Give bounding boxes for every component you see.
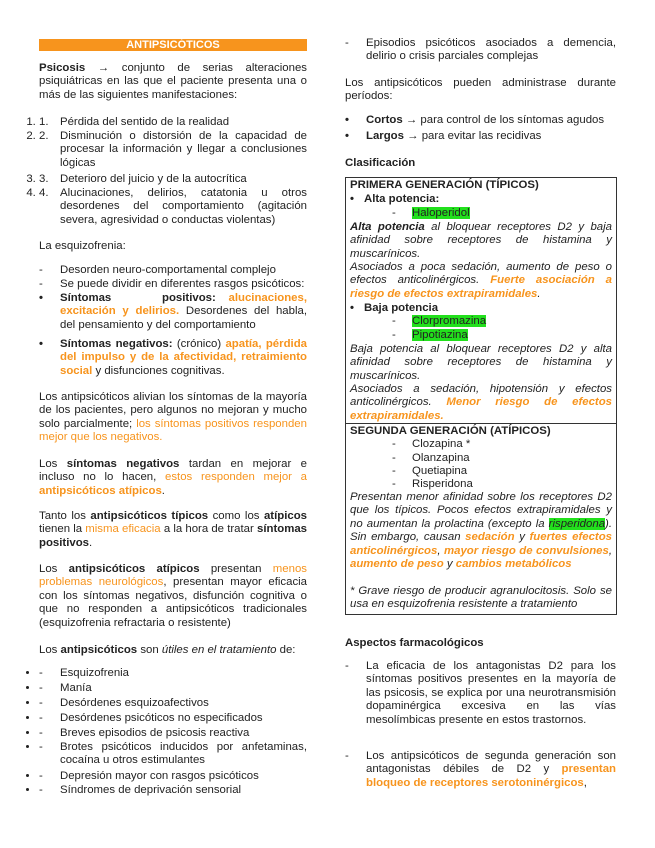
paragraph-alivio: Los antipsicóticos alivian los síntomas de la mayoría de los pacientes, pero algunos no mejoran y mucho solo parcialmente; los síntomas positivos responden mejor que los negativos. <box>39 391 307 444</box>
period-cortos: • Cortos → para control de los síntomas agudos <box>345 114 605 126</box>
first-generation-box <box>345 177 617 424</box>
sintomas-positivos: • Síntomas positivos: alucinaciones, excitación y delirios. Desordenes del habla, del pensamiento y del comportamiento <box>39 292 308 331</box>
list-item: • - Esquizofrenia <box>39 667 307 680</box>
list-item: - Episodios psicóticos asociados a demencia, delirio o crisis parciales complejas <box>345 37 616 63</box>
list-item: - Desorden neuro-comportamental complejo <box>39 264 276 276</box>
list-item: • - Desórdenes psicóticos no especificados <box>39 712 307 725</box>
list-item: • - Manía <box>39 682 307 695</box>
drug-item: - Olanzapina <box>392 452 470 464</box>
drug-item: - Quetiapina <box>392 465 468 477</box>
list-item: • - Brotes psicóticos inducidos por anfetaminas, cocaína u otros estimulantes <box>39 741 307 768</box>
list-item: 4. 4. Alucinaciones, delirios, catatonia u otros desordenes del comportamiento (agitación severa, agresividad o conductas violentas) <box>39 187 307 227</box>
alta-potencia-label: • Alta potencia: <box>350 193 440 205</box>
baja-potencia-assoc: Asociados a sedación, hipotensión y efectos anticolinérgicos. Menor riesgo de efectos extrapiramidales. <box>350 383 612 422</box>
page-title: ANTIPSICÓTICOS <box>39 39 307 51</box>
pharma-heading: Aspectos farmacológicos <box>345 637 484 649</box>
esquizofrenia-intro: La esquizofrenia: <box>39 240 126 252</box>
list-item: • - Síndromes de deprivación sensorial <box>39 784 307 797</box>
drug-item: - Pipotiazina <box>392 329 468 341</box>
clozapina-note: * Grave riesgo de producir agranulocitosis. Solo se usa en esquizofrenia resistente a tratamiento <box>350 585 612 611</box>
second-generation-title: SEGUNDA GENERACIÓN (ATÍPICOS) <box>350 425 551 437</box>
alta-potencia-text: Alta potencia al bloquear receptores D2 y baja afinidad sobre receptores de histamina y muscarínicos. <box>350 221 612 260</box>
first-generation-title: PRIMERA GENERACIÓN (TÍPICOS) <box>350 179 539 191</box>
list-item: 1. 1. Pérdida del sentido de la realidad <box>39 116 307 129</box>
drug-item: - Clorpromazina <box>392 315 487 327</box>
baja-potencia-text: Baja potencia al bloquear receptores D2 y alta afinidad sobre receptores de histamina y muscarínicos. <box>350 343 612 382</box>
list-item: - La eficacia de los antagonistas D2 para los síntomas positivos presentes en la mayoría de las psicosis, se explica por una neurotransmisión dopaminérgica excesiva en las vías mesolímbicas presente en estos trastornos. <box>345 660 616 726</box>
baja-potencia-label: • Baja potencia <box>350 302 439 314</box>
paragraph-negativos: Los síntomas negativos tardan en mejorar e incluso no lo hacen, estos responden mejor a antipsicóticos atípicos. <box>39 458 307 497</box>
drug-item: - Clozapina * <box>392 438 471 450</box>
paragraph-atipicos: Los antipsicóticos atípicos presentan menos problemas neurológicos, presentan mayor eficacia con los síntomas negativos, disfunción cognitiva o que no responden a antipsicóticos tradicionales (esquizofrenia refractaria o resistente) <box>39 563 308 629</box>
list-item: 3. 3. Deterioro del juicio y de la autocrítica <box>39 173 307 186</box>
list-item: • - Depresión mayor con rasgos psicóticos <box>39 770 307 783</box>
psicosis-definition: Psicosis → conjunto de serias alteraciones psiquiátricas en las que el paciente presenta una o más de las siguientes manifestaciones: <box>39 62 307 101</box>
list-item: • - Breves episodios de psicosis reactiva <box>39 727 307 740</box>
paragraph-eficacia: Tanto los antipsicóticos típicos como los atípicos tienen la misma eficacia a la hora de tratar síntomas positivos. <box>39 510 307 549</box>
period-largos: • Largos → para evitar las recidivas <box>345 130 542 142</box>
drug-item: - Haloperidol <box>392 207 470 219</box>
list-item: 2. 2. Disminución o distorsión de la capacidad de procesar la información y llegar a conclusiones lógicas <box>39 130 307 170</box>
drug-item: - Risperidona <box>392 478 473 490</box>
sintomas-negativos: • Síntomas negativos: (crónico) apatía, pérdida del impulso y de la afectividad, retraimiento social y disfunciones cognitivas. <box>39 338 307 377</box>
periods-intro: Los antipsicóticos pueden administrase durante períodos: <box>345 77 616 103</box>
second-generation-text: Presentan menor afinidad sobre los receptores D2 que los típicos. Pocos efectos extrapiramidales y no aumentan la prolactina (excepto la risperidona). Sin embargo, causan sedación y fuertes efectos anticolinérgicos, mayor riesgo de convulsiones, aumento de peso y cambios metabólicos <box>350 491 613 571</box>
paragraph-utiles: Los antipsicóticos son útiles en el tratamiento de: <box>39 644 296 656</box>
list-item: - Los antipsicóticos de segunda generación son antagonistas débiles de D2 y presentan bloqueo de receptores serotoninérgicos, <box>345 750 616 789</box>
clasificacion-heading: Clasificación <box>345 157 416 169</box>
list-item: - Se puede dividir en diferentes rasgos psicóticos: <box>39 278 305 290</box>
list-item: • - Desórdenes esquizoafectivos <box>39 697 307 710</box>
second-generation-box <box>345 423 617 615</box>
alta-potencia-assoc: Asociados a poca sedación, aumento de peso o efectos anticolinérgicos. Fuerte asociación a riesgo de efectos extrapiramidales. <box>350 261 612 300</box>
